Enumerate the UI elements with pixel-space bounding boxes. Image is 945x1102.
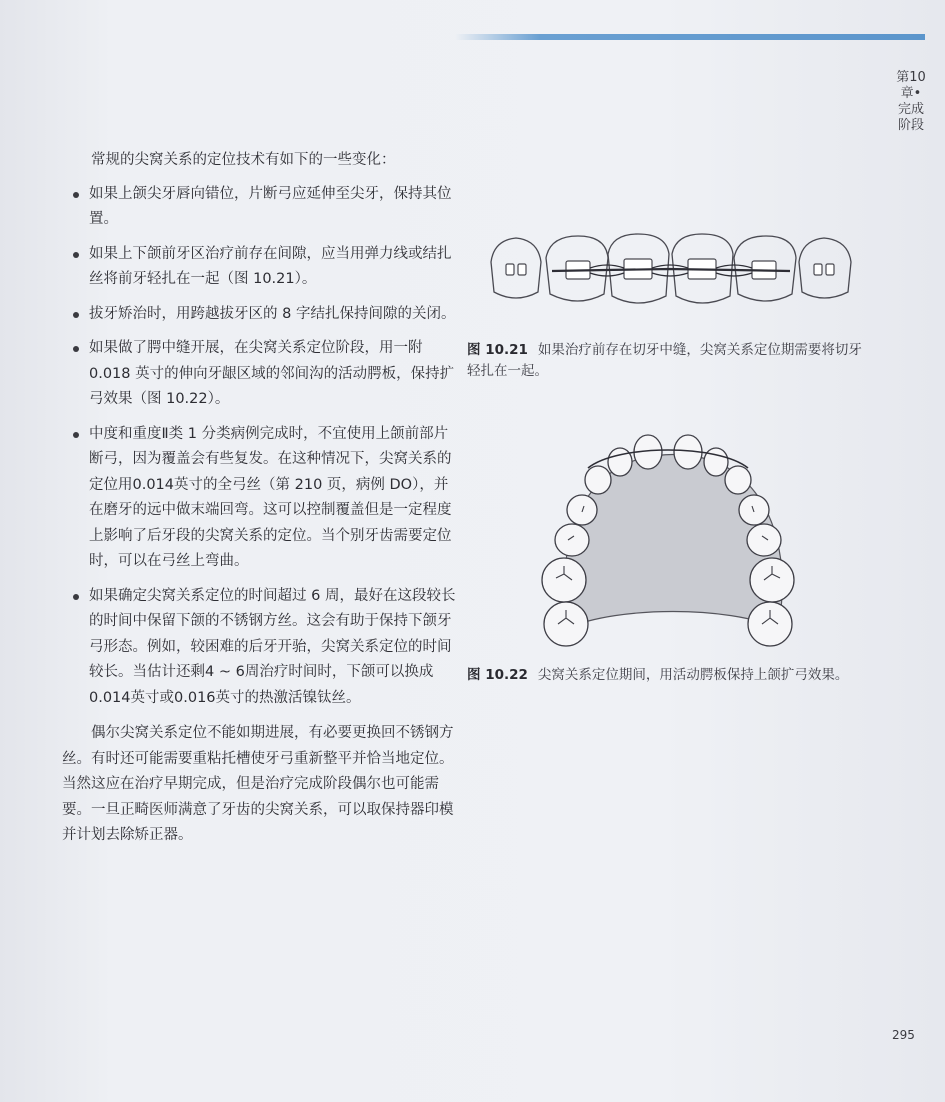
caption-text: 尖窝关系定位期间，用活动腭板保持上颌扩弓效果。 bbox=[537, 667, 849, 683]
tooth-outline bbox=[725, 466, 751, 494]
tooth-outline bbox=[739, 495, 769, 525]
figure-10-21-brackets-illustration bbox=[486, 232, 856, 312]
caption-text: 如果治疗前存在切牙中缝，尖窝关系定位期需要将切牙轻扎在一起。 bbox=[467, 342, 862, 379]
tooth-outline bbox=[542, 558, 586, 602]
closing-paragraph: 偶尔尖窝关系定位不能如期进展，有必要更换回不锈钢方丝。有时还可能需要重粘托槽使牙弓重新整平并恰当地定位。当然这应在治疗早期完成，但是治疗完成阶段偶尔也可能需要。一旦正畸医师满意了牙齿的尖窝关系，可以取保持器印模并计划去除矫正器。 bbox=[62, 725, 454, 843]
ligature-tie bbox=[652, 265, 688, 276]
bracket-wing bbox=[506, 264, 514, 275]
tooth-outline bbox=[747, 524, 781, 556]
bullet-icon bbox=[73, 252, 79, 258]
list-item: 如果上下颌前牙区治疗前存在间隙，应当用弹力线或结扎丝将前牙轻扎在一起（图 10.21）。 bbox=[62, 242, 457, 293]
tooth-outline bbox=[799, 238, 851, 298]
intro-paragraph: 常规的尖窝关系的定位技术有如下的一些变化： bbox=[91, 152, 396, 168]
tooth-outline bbox=[608, 448, 632, 476]
bullet-icon bbox=[73, 346, 79, 352]
bullet-icon bbox=[73, 432, 79, 438]
list-item: 如果上颌尖牙唇向错位，片断弓应延伸至尖牙，保持其位置。 bbox=[62, 182, 457, 233]
body-text-column bbox=[62, 148, 457, 849]
tooth-outline bbox=[585, 466, 611, 494]
figure-10-21-caption bbox=[467, 340, 867, 382]
bracket-wing bbox=[518, 264, 526, 275]
tooth-outline bbox=[748, 602, 792, 646]
list-item: 如果做了腭中缝开展，在尖窝关系定位阶段，用一附 0.018 英寸的伸向牙龈区域的邻间沟的活动腭板，保持扩弓效果（图 10.22）。 bbox=[62, 336, 457, 413]
bullet-icon bbox=[73, 312, 79, 318]
tooth-outline bbox=[704, 448, 728, 476]
technique-list bbox=[62, 182, 457, 712]
tooth-outline bbox=[567, 495, 597, 525]
figure-10-22-caption bbox=[467, 665, 867, 686]
list-item: 中度和重度Ⅱ类 1 分类病例完成时，不宜使用上颌前部片断弓，因为覆盖会有些复发。在这种情况下，尖窝关系的定位用0.014英寸的全弓丝（第 210 页，病例 DO），并在磨牙的远中做末端回弯。这可以控制覆盖但是一定程度上影响了后牙段的尖窝关系的定位。当个别牙齿需要定位时，可以在弓丝上弯曲。 bbox=[62, 422, 457, 575]
list-item: 拔牙矫治时，用跨越拔牙区的 8 字结扎保持间隙的关闭。 bbox=[62, 302, 457, 328]
tooth-outline bbox=[750, 558, 794, 602]
tooth-outline bbox=[555, 524, 589, 556]
page-number: 295 bbox=[892, 1028, 915, 1042]
header-accent-rule bbox=[455, 34, 925, 40]
bracket-wing bbox=[826, 264, 834, 275]
tooth-outline bbox=[544, 602, 588, 646]
arch-wire bbox=[552, 269, 790, 271]
tooth-outline bbox=[491, 238, 541, 298]
list-item: 如果确定尖窝关系定位的时间超过 6 周，最好在这段较长的时间中保留下颌的不锈钢方丝。这会有助于保持下颌牙弓形态。例如，较困难的后牙开骀，尖窝关系定位的时间较长。当估计还剩4 ~ 6周治疗时间时，下颌可以换成0.014英寸或0.016英寸的热激活镍钛丝。 bbox=[62, 584, 457, 712]
bracket-wing bbox=[814, 264, 822, 275]
figure-10-22-palatal-plate-illustration bbox=[528, 428, 818, 658]
chapter-side-tab: 第10章•完成阶段 bbox=[896, 70, 926, 133]
figure-number: 图 10.21 bbox=[467, 342, 528, 358]
bullet-icon bbox=[73, 594, 79, 600]
bullet-icon bbox=[73, 192, 79, 198]
figure-number: 图 10.22 bbox=[467, 667, 528, 683]
